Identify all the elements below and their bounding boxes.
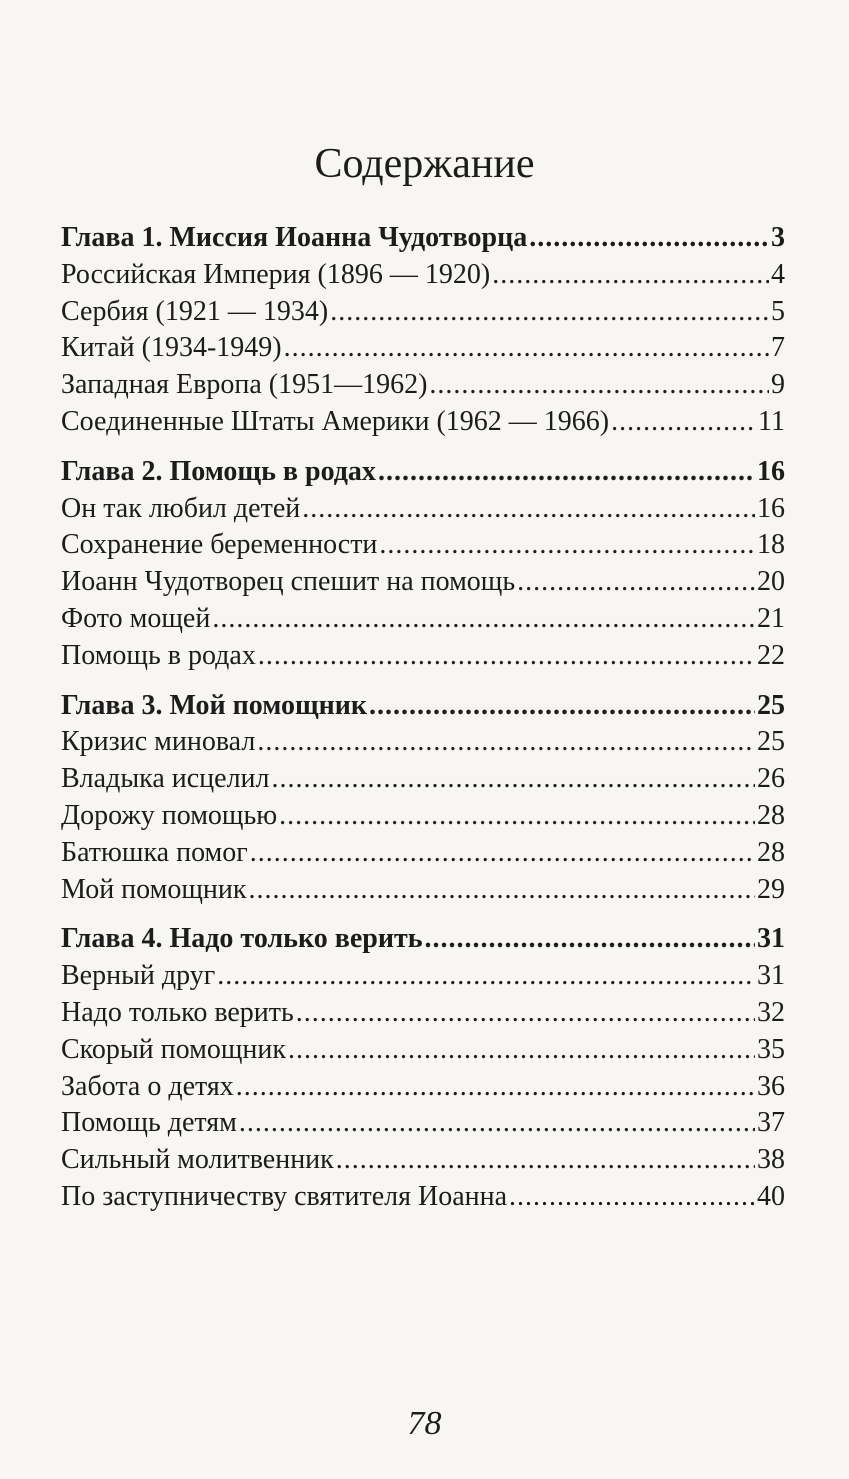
table-of-contents — [61, 220, 785, 1216]
toc-entry — [61, 294, 785, 331]
toc-entry — [61, 257, 785, 294]
page-title: Содержание — [314, 141, 535, 187]
toc-entry-page: 21 — [757, 602, 785, 634]
dot-leader — [492, 257, 769, 294]
toc-entry-title: Сильный молитвенник — [61, 1144, 334, 1176]
dot-leader — [249, 872, 756, 909]
toc-entry-page: 36 — [757, 1070, 785, 1102]
toc-entry-page: 31 — [757, 960, 785, 992]
toc-entry-title: Китай (1934-1949) — [61, 332, 282, 364]
toc-entry — [61, 872, 785, 909]
toc-entry-page: 26 — [757, 763, 785, 795]
toc-entry — [61, 1105, 785, 1142]
dot-leader — [296, 995, 755, 1032]
dot-leader — [302, 491, 755, 528]
toc-entry-title: Глава 4. Надо только верить — [61, 923, 423, 955]
toc-entry — [61, 1032, 785, 1069]
toc-entry-page: 22 — [757, 639, 785, 671]
toc-entry-title: Западная Европа (1951—1962) — [61, 369, 428, 401]
dot-leader — [212, 601, 755, 638]
toc-chapter-entry — [61, 921, 785, 958]
toc-entry-page: 16 — [757, 455, 785, 487]
toc-entry-page: 4 — [771, 258, 785, 290]
toc-entry — [61, 835, 785, 872]
toc-entry — [61, 995, 785, 1032]
dot-leader — [288, 1032, 755, 1069]
toc-entry — [61, 724, 785, 761]
toc-entry-title: Глава 3. Мой помощник — [61, 689, 368, 721]
toc-entry-page: 40 — [757, 1180, 785, 1212]
toc-entry-page: 31 — [757, 923, 785, 955]
dot-leader — [239, 1105, 755, 1142]
dot-leader — [378, 454, 755, 491]
dot-leader — [369, 688, 755, 725]
toc-entry-title: Помощь детям — [61, 1107, 237, 1139]
toc-entry-title: Кризис миновал — [61, 726, 256, 758]
toc-entry-page: 38 — [757, 1144, 785, 1176]
toc-entry — [61, 367, 785, 404]
page-number: 78 — [407, 1405, 442, 1442]
toc-entry — [61, 1069, 785, 1106]
toc-entry-title: Российская Империя (1896 — 1920) — [61, 258, 491, 290]
dot-leader — [250, 835, 755, 872]
toc-entry-title: Верный друг — [61, 960, 216, 992]
toc-entry-title: Батюшка помог — [61, 836, 248, 868]
dot-leader — [258, 638, 755, 675]
toc-entry-title: Он так любил детей — [61, 492, 301, 524]
toc-entry — [61, 601, 785, 638]
toc-entry-title: Скорый помощник — [61, 1033, 286, 1065]
toc-entry-title: Забота о детях — [61, 1070, 234, 1102]
dot-leader — [217, 958, 755, 995]
toc-entry — [61, 404, 785, 441]
toc-entry — [61, 1142, 785, 1179]
toc-entry-title: Глава 2. Помощь в родах — [61, 455, 376, 487]
toc-entry-title: Помощь в родах — [61, 639, 256, 671]
toc-entry-page: 28 — [757, 836, 785, 868]
toc-entry-page: 18 — [757, 529, 785, 561]
toc-entry-title: Дорожу помощью — [61, 799, 278, 831]
toc-entry — [61, 330, 785, 367]
toc-entry-title: Соединенные Штаты Америки (1962 — 1966) — [61, 405, 610, 437]
dot-leader — [236, 1069, 755, 1106]
toc-entry-page: 35 — [757, 1033, 785, 1065]
toc-entry-page: 25 — [757, 689, 785, 721]
toc-entry-page: 16 — [757, 492, 785, 524]
toc-entry-page: 32 — [757, 996, 785, 1028]
toc-entry-title: Сохранение беременности — [61, 529, 378, 561]
toc-entry-page: 29 — [757, 873, 785, 905]
toc-entry — [61, 958, 785, 995]
toc-entry — [61, 638, 785, 675]
toc-entry-title: По заступничеству святителя Иоанна — [61, 1180, 508, 1212]
dot-leader — [517, 564, 755, 601]
dot-leader — [379, 527, 755, 564]
dot-leader — [284, 330, 769, 367]
toc-entry — [61, 761, 785, 798]
toc-entry-page: 7 — [771, 332, 785, 364]
toc-entry-title: Сербия (1921 — 1934) — [61, 295, 329, 327]
dot-leader — [279, 798, 755, 835]
toc-entry — [61, 491, 785, 528]
toc-entry-title: Глава 1. Миссия Иоанна Чудотворца — [61, 222, 528, 253]
toc-entry-title: Владыка исцелил — [61, 763, 270, 795]
toc-entry-page: 11 — [758, 405, 785, 437]
toc-entry-page: 9 — [771, 369, 785, 401]
toc-entry-title: Фото мощей — [61, 602, 211, 634]
dot-leader — [429, 367, 769, 404]
toc-entry-page: 28 — [757, 799, 785, 831]
toc-entry — [61, 564, 785, 601]
toc-entry-title: Мой помощник — [61, 873, 247, 905]
dot-leader — [509, 1179, 755, 1216]
toc-entry-page: 20 — [757, 566, 785, 598]
toc-entry — [61, 1179, 785, 1216]
dot-leader — [611, 404, 756, 441]
dot-leader — [336, 1142, 755, 1179]
toc-chapter-entry — [61, 220, 785, 257]
toc-entry-page: 3 — [771, 222, 785, 253]
toc-entry-page: 37 — [757, 1107, 785, 1139]
toc-chapter-entry — [61, 688, 785, 725]
dot-leader — [272, 761, 756, 798]
dot-leader — [257, 724, 755, 761]
dot-leader — [529, 220, 769, 257]
toc-entry — [61, 798, 785, 835]
toc-entry-page: 25 — [757, 726, 785, 758]
toc-entry-page: 5 — [771, 295, 785, 327]
dot-leader — [330, 294, 769, 331]
toc-entry-title: Иоанн Чудотворец спешит на помощь — [61, 566, 516, 598]
dot-leader — [425, 921, 755, 958]
toc-chapter-entry — [61, 454, 785, 491]
toc-entry-title: Надо только верить — [61, 996, 294, 1028]
toc-entry — [61, 527, 785, 564]
